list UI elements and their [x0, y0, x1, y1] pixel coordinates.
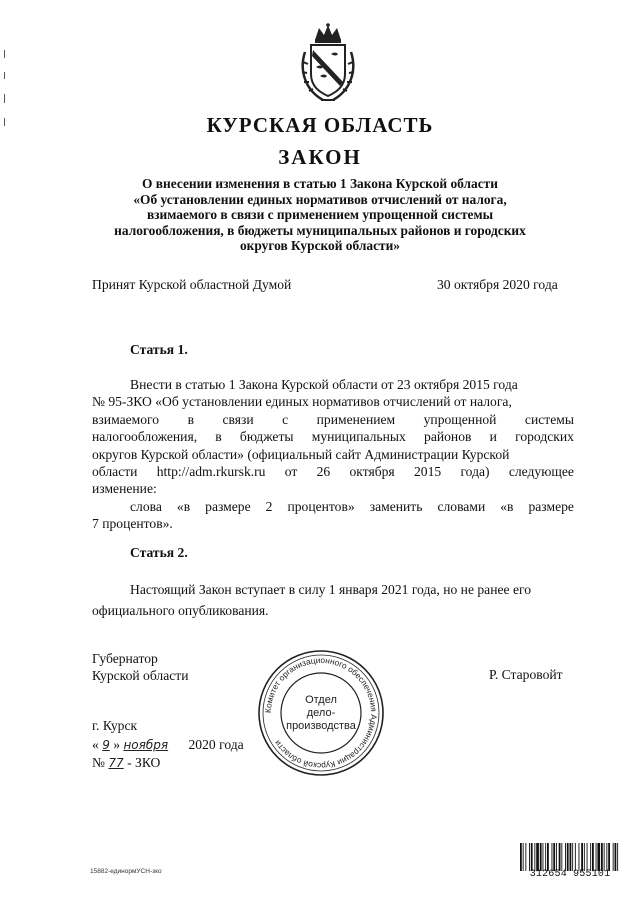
number-suffix: - ЗКО: [127, 755, 161, 770]
article-2-title: Статья 2.: [130, 545, 188, 560]
stamp-line: дело-: [306, 707, 336, 719]
article-1-line: Внести в статью 1 Закона Курской области от 23 октября 2015 года: [130, 377, 518, 392]
barcode-bar: [540, 843, 542, 871]
word: с: [282, 411, 289, 427]
article-1-line: [92, 463, 574, 480]
barcode-bar: [536, 843, 539, 871]
article-1-change: [92, 498, 574, 515]
region-title: КУРСКАЯ ОБЛАСТЬ: [206, 113, 434, 137]
article-2-line: официального опубликования.: [92, 603, 269, 618]
barcode-bar: [597, 843, 600, 871]
heading-line: налогообложения, в бюджеты муниципальных районов и городских: [114, 222, 526, 238]
position-line: Курской области: [92, 668, 189, 683]
stamp-center-text: [256, 694, 386, 733]
barcode-bar: [590, 843, 591, 871]
word: связи: [222, 411, 254, 427]
barcode-bar: [587, 843, 588, 871]
heading-line: О внесении изменения в статью 1 Закона Курской области: [142, 176, 498, 191]
word: 2015: [413, 464, 442, 480]
barcode-bar: [596, 843, 597, 871]
barcode-bar: [565, 843, 566, 871]
barcode-bar: [531, 843, 533, 871]
article-1-line: 7 процентов».: [92, 516, 173, 532]
barcode-bar: [613, 843, 614, 871]
word: от: [284, 464, 298, 480]
barcode-bar: [547, 843, 549, 871]
article-1-line: округов Курской области» (официальный сайт Администрации Курской: [92, 446, 510, 462]
barcode-bar: [604, 843, 605, 871]
word: размере: [205, 498, 251, 514]
stamp-ring-text: Комитет организационного обеспечения Администрации Курской области: [262, 654, 380, 772]
barcode-bar: [559, 843, 561, 871]
article-1-title: Статья 1.: [130, 342, 188, 357]
article-2-body: [92, 579, 574, 621]
word: районов: [424, 429, 472, 445]
word: применением: [316, 411, 396, 427]
barcode-bar: [615, 843, 617, 871]
article-1-line: [92, 411, 574, 428]
word: взимаемого: [92, 411, 160, 427]
article-2-line: Настоящий Закон вступает в силу 1 января 2021 года, но не ранее его: [130, 582, 532, 597]
word: словами: [437, 498, 486, 514]
barcode-bar: [553, 843, 555, 871]
barcode-bar: [523, 843, 524, 871]
word: в: [187, 411, 194, 427]
word: муниципальных: [311, 429, 406, 445]
barcode-bar: [581, 843, 583, 871]
article-1-line: изменение:: [92, 481, 157, 497]
word: года): [460, 464, 490, 480]
barcode-bar: [601, 843, 603, 871]
word: октября: [349, 464, 395, 480]
official-site-link: http://adm.rkursk.ru: [156, 464, 266, 480]
barcode-bar: [579, 843, 580, 871]
barcode-bar: [545, 843, 546, 871]
word: «в: [500, 498, 514, 514]
document-type: ЗАКОН: [278, 145, 362, 169]
word: следующее: [508, 464, 574, 480]
barcode-bar: [567, 843, 569, 871]
barcode-number: 312654 955101: [529, 869, 611, 880]
word: размере: [528, 498, 574, 514]
word: 26: [316, 464, 331, 480]
heading-line: округов Курской области»: [239, 238, 401, 254]
barcode-bar: [575, 843, 576, 871]
signing-date: [92, 737, 244, 753]
office-stamp: [256, 648, 386, 778]
word: и: [489, 429, 497, 445]
heading-line: «Об установлении единых нормативов отчислений от налога,: [133, 191, 507, 207]
barcode-bar: [592, 843, 594, 871]
law-heading: [100, 176, 540, 254]
barcode-bar: [572, 843, 573, 871]
barcode-bar: [556, 843, 557, 871]
quote-mark: «: [92, 737, 99, 752]
date-day: 9: [102, 738, 110, 752]
word: налогообложения,: [92, 429, 198, 445]
barcode-bar: [525, 843, 526, 871]
signatory-name: Р. Старовойт: [489, 667, 563, 682]
word: слова: [130, 498, 162, 514]
word: 2: [265, 498, 273, 514]
barcode-bar: [552, 843, 553, 871]
number-value: 77: [108, 756, 124, 770]
barcode-bar: [561, 843, 562, 871]
article-1-body: [92, 376, 574, 533]
heading-line: взимаемого в связи с применением упрощенной системы: [146, 207, 494, 223]
word: системы: [524, 411, 574, 427]
word: «в: [176, 498, 191, 514]
word: области: [92, 464, 138, 480]
word: городских: [515, 429, 574, 445]
barcode-bar: [584, 843, 585, 871]
number-sign: №: [92, 755, 105, 770]
adoption-date: 30 октября 2020 года: [437, 277, 558, 292]
signatory-position: [92, 650, 189, 684]
barcode-bar: [608, 843, 610, 871]
barcode-bar: [617, 843, 618, 871]
quote-mark: »: [113, 737, 121, 752]
word: упрощенной: [423, 411, 497, 427]
stamp-line: производства: [286, 720, 356, 732]
date-month: ноября: [123, 738, 169, 752]
signing-place: г. Курск: [92, 718, 138, 733]
file-code: 15882-единормУСН-зко: [90, 868, 162, 875]
stamp-line: Отдел: [305, 694, 337, 706]
position-line: Губернатор: [92, 651, 158, 666]
barcode-icon: [519, 843, 619, 871]
date-year: 2020 года: [188, 737, 244, 752]
law-number: [92, 755, 160, 771]
adopted-by: Принят Курской областной Думой: [92, 277, 292, 292]
barcode-bar: [520, 843, 522, 871]
barcode-bar: [543, 843, 544, 871]
word: в: [215, 429, 222, 445]
barcode-bar: [606, 843, 607, 871]
article-1-line: № 95-ЗКО «Об установлении единых нормативов отчислений от налога,: [92, 394, 512, 410]
word: заменить: [369, 498, 423, 514]
article-1-line: [92, 428, 574, 445]
barcode-bar: [570, 843, 572, 871]
word: процентов»: [287, 498, 355, 514]
barcode-bar: [529, 843, 530, 871]
barcode-bar: [534, 843, 535, 871]
word: бюджеты: [239, 429, 294, 445]
coat-of-arms-icon: [293, 22, 363, 104]
